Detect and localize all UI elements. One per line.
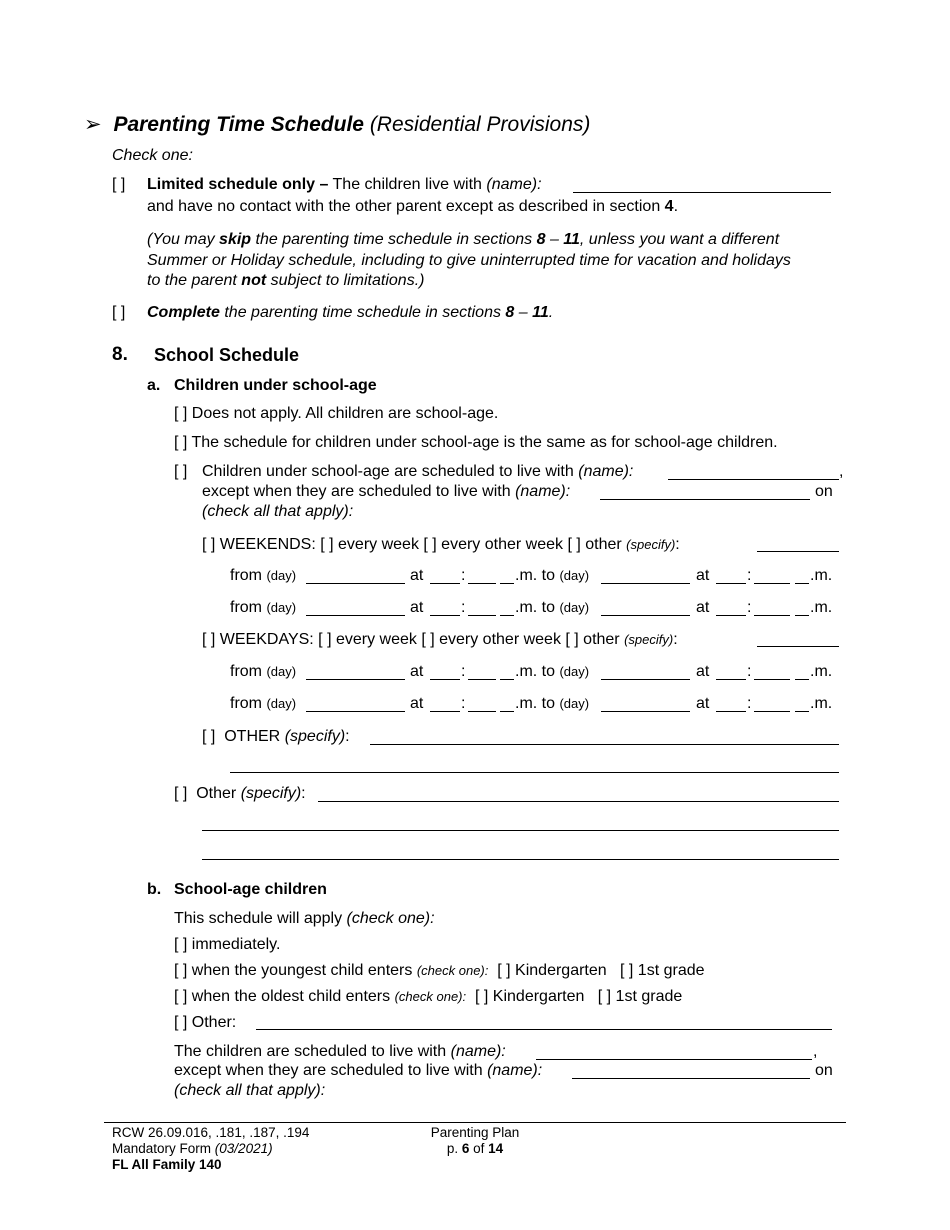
minute-field[interactable] — [468, 711, 496, 712]
other-specify-field-2[interactable] — [230, 772, 839, 773]
ampm-field[interactable] — [500, 583, 514, 584]
hour-field[interactable] — [430, 615, 460, 616]
limited-line1: Limited schedule only – The children live with (name): — [147, 176, 542, 193]
subsection-b-title: School-age children — [174, 881, 327, 898]
other-field-3[interactable] — [202, 859, 839, 860]
minute-field[interactable] — [468, 615, 496, 616]
option-oldest-child[interactable]: [ ] when the oldest child enters (check one): [ ] Kindergarten [ ] 1st grade — [174, 988, 683, 1005]
option-other[interactable]: [ ] Other: — [174, 1014, 237, 1031]
limited-line2: and have no contact with the other parent except as described in section 4. — [147, 198, 679, 215]
comma-2: , — [813, 1043, 818, 1060]
hour-field[interactable] — [716, 583, 746, 584]
except-name-field-2[interactable] — [572, 1078, 810, 1079]
under-school-age-line2: except when they are scheduled to live with (name): — [202, 483, 571, 500]
option-same-as-school-age[interactable]: [ ] The schedule for children under school-age is the same as for school-age children. — [174, 434, 778, 451]
footer-mandatory: Mandatory Form (03/2021) — [112, 1141, 273, 1156]
weekends-row[interactable]: [ ] WEEKENDS: [ ] every week [ ] every other week [ ] other (specify): — [202, 536, 680, 553]
except-name-field[interactable] — [600, 499, 810, 500]
hour-field[interactable] — [430, 679, 460, 680]
minute-field[interactable] — [468, 583, 496, 584]
complete-checkbox[interactable]: [ ] — [112, 304, 126, 321]
from-day-field[interactable] — [306, 679, 405, 680]
footer-center — [429, 1125, 521, 1157]
on-label-2: on — [815, 1062, 833, 1079]
minute-field[interactable] — [754, 583, 790, 584]
other-caps-row[interactable]: [ ] OTHER (specify): — [202, 728, 350, 745]
limited-checkbox[interactable]: [ ] — [112, 176, 126, 193]
option-does-not-apply[interactable]: [ ] Does not apply. All children are school-age. — [174, 405, 499, 422]
other-field[interactable] — [318, 801, 839, 802]
footer-form-id: FL All Family 140 — [112, 1157, 222, 1172]
weekends-other-field[interactable] — [757, 551, 839, 552]
to-day-field[interactable] — [601, 711, 690, 712]
live-with-line: The children are scheduled to live with (name): — [174, 1043, 506, 1060]
complete-line: Complete the parenting time schedule in sections 8 – 11. — [147, 304, 554, 321]
minute-field[interactable] — [754, 615, 790, 616]
minute-field[interactable] — [754, 679, 790, 680]
hour-field[interactable] — [430, 711, 460, 712]
ampm-field[interactable] — [500, 615, 514, 616]
check-one-label: Check one: — [112, 147, 193, 164]
hour-field[interactable] — [716, 615, 746, 616]
ampm-field[interactable] — [795, 583, 809, 584]
section-heading — [84, 112, 590, 137]
section-8-title: School Schedule — [154, 345, 300, 365]
other-specify-field[interactable] — [370, 744, 839, 745]
ampm-field[interactable] — [500, 711, 514, 712]
hour-field[interactable] — [716, 711, 746, 712]
subsection-a-title: Children under school-age — [174, 377, 377, 394]
ampm-field[interactable] — [500, 679, 514, 680]
hour-field[interactable] — [430, 583, 460, 584]
footer-rcw: RCW 26.09.016, .181, .187, .194 — [112, 1125, 310, 1140]
check-all-label-2: (check all that apply): — [174, 1082, 326, 1099]
ampm-field[interactable] — [795, 679, 809, 680]
arrow-bullet-icon: ➢ — [84, 113, 102, 136]
subsection-a-letter: a. — [147, 377, 161, 394]
ampm-field[interactable] — [795, 711, 809, 712]
section-title: Parenting Time Schedule — [113, 113, 364, 136]
hour-field[interactable] — [716, 679, 746, 680]
option-youngest-child[interactable]: [ ] when the youngest child enters (check one): [ ] Kindergarten [ ] 1st grade — [174, 962, 705, 979]
minute-field[interactable] — [754, 711, 790, 712]
option-under-school-age-checkbox[interactable]: [ ] — [174, 463, 188, 480]
footer-left — [112, 1125, 309, 1173]
limited-name-field[interactable] — [573, 192, 831, 193]
weekdays-other-field[interactable] — [757, 646, 839, 647]
weekdays-row[interactable]: [ ] WEEKDAYS: [ ] every week [ ] every other week [ ] other (specify): — [202, 631, 678, 648]
on-label: on — [815, 483, 833, 500]
to-day-field[interactable] — [601, 615, 690, 616]
ampm-field[interactable] — [795, 615, 809, 616]
option-immediately[interactable]: [ ] immediately. — [174, 936, 281, 953]
live-with-name-field[interactable] — [536, 1059, 812, 1060]
footer-page: p. 6 of 14 — [446, 1141, 504, 1156]
subsection-b-letter: b. — [147, 881, 162, 898]
limited-note-line1: (You may skip the parenting time schedule in sections 8 – 11, unless you want a different — [147, 231, 780, 248]
under-school-age-name-field[interactable] — [668, 479, 839, 480]
section-8-number: 8. — [112, 344, 128, 365]
option-other-field[interactable] — [256, 1029, 832, 1030]
other-row[interactable]: [ ] Other (specify): — [174, 785, 306, 802]
footer-divider — [104, 1122, 846, 1123]
limited-note-line3: to the parent not subject to limitations.) — [147, 272, 425, 289]
footer-plan: Parenting Plan — [430, 1125, 520, 1140]
check-all-label: (check all that apply): — [202, 503, 354, 520]
other-field-2[interactable] — [202, 830, 839, 831]
except-line-2: except when they are scheduled to live with (name): — [174, 1062, 543, 1079]
to-day-field[interactable] — [601, 583, 690, 584]
limited-note-line2: Summer or Holiday schedule, including to give uninterrupted time for vacation and holidays — [147, 252, 791, 269]
minute-field[interactable] — [468, 679, 496, 680]
comma: , — [839, 463, 844, 480]
to-day-field[interactable] — [601, 679, 690, 680]
from-day-field[interactable] — [306, 583, 405, 584]
apply-line: This schedule will apply (check one): — [174, 910, 435, 927]
from-day-field[interactable] — [306, 711, 405, 712]
under-school-age-line1: Children under school-age are scheduled to live with (name): — [202, 463, 634, 480]
from-day-field[interactable] — [306, 615, 405, 616]
section-subtitle: (Residential Provisions) — [369, 113, 591, 136]
